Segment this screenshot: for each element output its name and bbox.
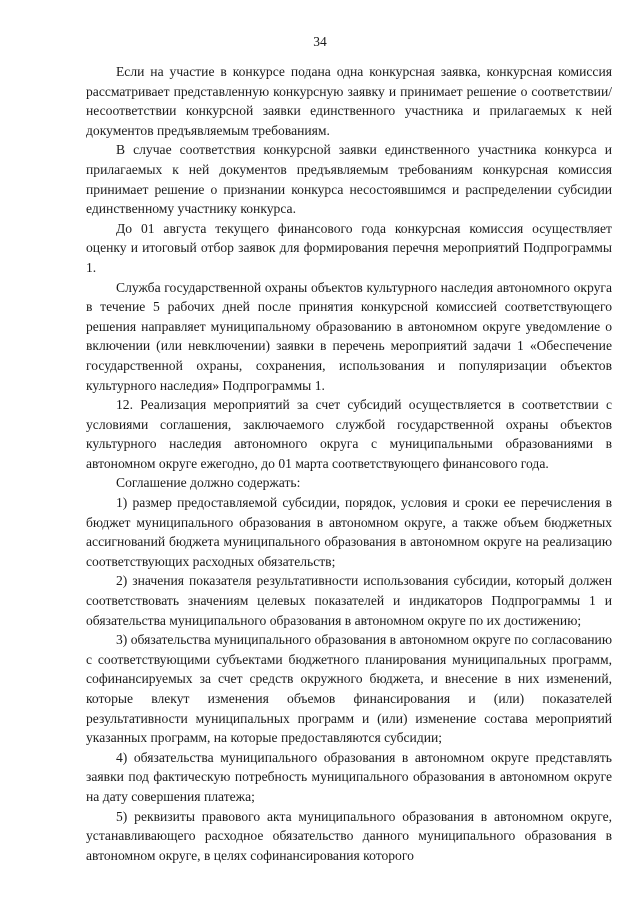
paragraph-single-participant: В случае соответствия конкурсной заявки единственного участника конкурса и прилагаемых к ней документов предъявляемым требованиям конкурсная комиссия принимает решение о признании конкурса несостоявшимся и распределении субсидии единственному участнику конкурса.	[86, 142, 612, 217]
paragraph-notification: Служба государственной охраны объектов культурного наследия автономного округа в течение 5 рабочих дней после принятия конкурсной комиссией соответствующего решения направляет муниципальному образованию в автономном округе уведомление о включении (или невключении) заявки в перечень мероприятий задачи 1 «Обеспечение государственной охраны, сохранения, использования и популяризации объектов культурного наследия» Подпрограммы 1.	[86, 279, 612, 393]
paragraph-item-4: 4) обязательства муниципального образования в автономном округе представлять заявки под фактическую потребность муниципального образования в автономном округе на дату совершения платежа;	[86, 749, 612, 804]
paragraph-item-2: 2) значения показателя результативности использования субсидии, который должен соответствовать значениям целевых показателей и индикаторов Подпрограммы 1 и обязательства муниципального образования в автономном округе по их достижению;	[86, 573, 612, 628]
paragraph-single-application: Если на участие в конкурсе подана одна конкурсная заявка, конкурсная комиссия рассматривает представленную конкурсную заявку и принимает решение о соответствии/несоответствии конкурсной заявки единственного участника и прилагаемых к ней документов предъявляемым требованиям.	[86, 64, 612, 138]
paragraph-item-5: 5) реквизиты правового акта муниципального образования в автономном округе, устанавливающего расходное обязательство данного муниципального образования в автономном округе, в целях софинансирования которого	[86, 808, 612, 863]
document-body	[86, 62, 612, 865]
paragraph-item-1: 1) размер предоставляемой субсидии, порядок, условия и сроки ее перечисления в бюджет муниципального образования в автономном округе, а также объем бюджетных ассигнований бюджета муниципального образования в автономном округе на реализацию соответствующих расходных обязательств;	[86, 495, 612, 569]
paragraph-item-12: 12. Реализация мероприятий за счет субсидий осуществляется в соответствии с условиями соглашения, заключаемого службой государственной охраны объектов культурного наследия автономного округа с муниципальными образованиями в автономном округе ежегодно, до 01 марта соответствующего финансового года.	[86, 397, 612, 471]
paragraph-agreement-intro: Соглашение должно содержать:	[116, 475, 301, 491]
paragraph-item-3: 3) обязательства муниципального образования в автономном округе по согласованию с соответствующими субъектами бюджетного планирования муниципальных программ, софинансируемых за счет средств окружного бюджета, и внесение в них изменений, которые влекут изменения объемов финансирования и (или) показателей результативности муниципальных программ и (или) изменение состава мероприятий указанных программ, на которые предоставляются субсидии;	[86, 632, 612, 746]
page-number: 34	[313, 34, 327, 49]
paragraph-selection-deadline: До 01 августа текущего финансового года конкурсная комиссия осуществляет оценку и итоговый отбор заявок для формирования перечня мероприятий Подпрограммы 1.	[86, 220, 612, 275]
